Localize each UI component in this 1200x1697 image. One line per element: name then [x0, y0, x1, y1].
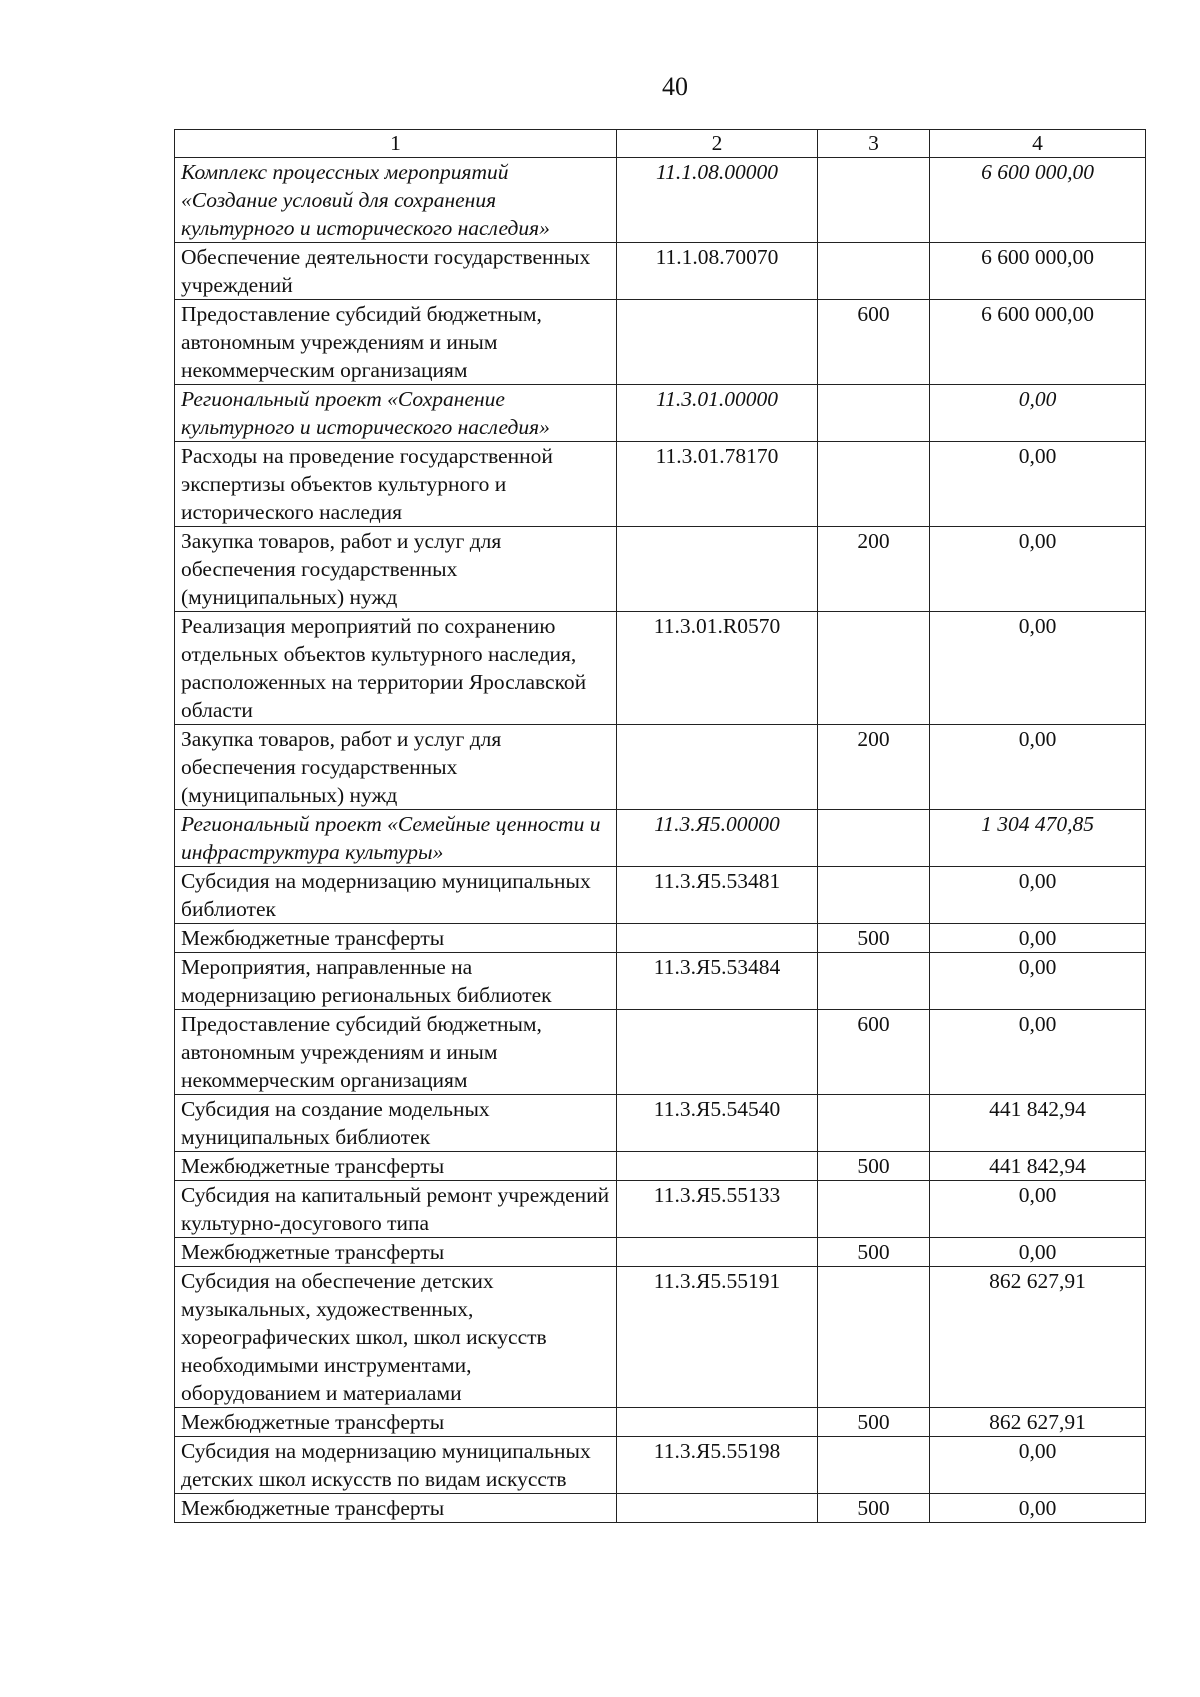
code-cell — [617, 1152, 818, 1181]
expense-type-cell: 600 — [818, 300, 930, 385]
table-row — [175, 1267, 1146, 1408]
amount-cell: 6 600 000,00 — [930, 300, 1146, 385]
code-cell: 11.3.01.78170 — [617, 442, 818, 527]
description-cell: Субсидия на модернизацию муниципальных библиотек — [175, 867, 617, 924]
expense-type-cell — [818, 810, 930, 867]
amount-cell: 0,00 — [930, 867, 1146, 924]
amount-cell: 0,00 — [930, 924, 1146, 953]
description-cell: Комплекс процессных мероприятий «Создание условий для сохранения культурного и исторического наследия» — [175, 158, 617, 243]
code-cell: 11.3.Я5.53481 — [617, 867, 818, 924]
description-cell: Субсидия на капитальный ремонт учреждений культурно-досугового типа — [175, 1181, 617, 1238]
amount-cell: 0,00 — [930, 612, 1146, 725]
amount-cell: 0,00 — [930, 442, 1146, 527]
code-cell — [617, 725, 818, 810]
description-cell: Субсидия на создание модельных муниципальных библиотек — [175, 1095, 617, 1152]
description-cell: Предоставление субсидий бюджетным, автономным учреждениям и иным некоммерческим организациям — [175, 300, 617, 385]
description-cell: Реализация мероприятий по сохранению отдельных объектов культурного наследия, расположенных на территории Ярославской области — [175, 612, 617, 725]
table-row — [175, 1437, 1146, 1494]
description-cell: Обеспечение деятельности государственных учреждений — [175, 243, 617, 300]
description-cell: Межбюджетные трансферты — [175, 1494, 617, 1523]
table-row — [175, 725, 1146, 810]
table-row — [175, 1181, 1146, 1238]
expense-type-cell: 600 — [818, 1010, 930, 1095]
table-row — [175, 867, 1146, 924]
description-cell: Предоставление субсидий бюджетным, автономным учреждениям и иным некоммерческим организациям — [175, 1010, 617, 1095]
amount-cell: 862 627,91 — [930, 1408, 1146, 1437]
code-cell — [617, 1238, 818, 1267]
table-row — [175, 243, 1146, 300]
amount-cell: 0,00 — [930, 1494, 1146, 1523]
expense-type-cell: 500 — [818, 1494, 930, 1523]
budget-table — [174, 129, 1146, 1523]
amount-cell: 0,00 — [930, 385, 1146, 442]
table-row — [175, 810, 1146, 867]
expense-type-cell — [818, 1437, 930, 1494]
code-cell: 11.3.Я5.00000 — [617, 810, 818, 867]
expense-type-cell — [818, 243, 930, 300]
table-row — [175, 442, 1146, 527]
amount-cell: 0,00 — [930, 725, 1146, 810]
code-cell: 11.3.01.00000 — [617, 385, 818, 442]
code-cell: 11.3.Я5.55198 — [617, 1437, 818, 1494]
expense-type-cell — [818, 385, 930, 442]
description-cell: Субсидия на модернизацию муниципальных детских школ искусств по видам искусств — [175, 1437, 617, 1494]
expense-type-cell — [818, 953, 930, 1010]
code-cell: 11.3.Я5.53484 — [617, 953, 818, 1010]
table-row — [175, 924, 1146, 953]
amount-cell: 0,00 — [930, 1010, 1146, 1095]
expense-type-cell: 200 — [818, 725, 930, 810]
amount-cell: 1 304 470,85 — [930, 810, 1146, 867]
code-cell — [617, 1494, 818, 1523]
table-row — [175, 158, 1146, 243]
description-cell: Межбюджетные трансферты — [175, 1408, 617, 1437]
expense-type-cell: 500 — [818, 1152, 930, 1181]
table-row — [175, 1494, 1146, 1523]
table-row — [175, 300, 1146, 385]
description-cell: Региональный проект «Сохранение культурного и исторического наследия» — [175, 385, 617, 442]
code-cell: 11.3.01.R0570 — [617, 612, 818, 725]
code-cell: 11.3.Я5.55133 — [617, 1181, 818, 1238]
table-row — [175, 612, 1146, 725]
header-cell-1: 1 — [175, 130, 617, 158]
expense-type-cell: 500 — [818, 1408, 930, 1437]
description-cell: Межбюджетные трансферты — [175, 924, 617, 953]
amount-cell: 441 842,94 — [930, 1095, 1146, 1152]
table-body — [175, 130, 1146, 1523]
expense-type-cell — [818, 1095, 930, 1152]
code-cell — [617, 300, 818, 385]
expense-type-cell — [818, 612, 930, 725]
header-cell-3: 3 — [818, 130, 930, 158]
page-number: 40 — [662, 72, 688, 101]
table-row — [175, 1408, 1146, 1437]
table-row — [175, 1152, 1146, 1181]
expense-type-cell: 500 — [818, 1238, 930, 1267]
amount-cell: 0,00 — [930, 527, 1146, 612]
amount-cell: 0,00 — [930, 1238, 1146, 1267]
code-cell — [617, 924, 818, 953]
header-cell-2: 2 — [617, 130, 818, 158]
description-cell: Мероприятия, направленные на модернизацию региональных библиотек — [175, 953, 617, 1010]
description-cell: Региональный проект «Семейные ценности и инфраструктура культуры» — [175, 810, 617, 867]
header-cell-4: 4 — [930, 130, 1146, 158]
amount-cell: 0,00 — [930, 1437, 1146, 1494]
description-cell: Межбюджетные трансферты — [175, 1238, 617, 1267]
expense-type-cell: 500 — [818, 924, 930, 953]
description-cell: Расходы на проведение государственной экспертизы объектов культурного и исторического наследия — [175, 442, 617, 527]
code-cell: 11.3.Я5.54540 — [617, 1095, 818, 1152]
amount-cell: 441 842,94 — [930, 1152, 1146, 1181]
description-cell: Закупка товаров, работ и услуг для обеспечения государственных (муниципальных) нужд — [175, 527, 617, 612]
code-cell — [617, 1010, 818, 1095]
code-cell — [617, 527, 818, 612]
amount-cell: 0,00 — [930, 953, 1146, 1010]
description-cell: Закупка товаров, работ и услуг для обеспечения государственных (муниципальных) нужд — [175, 725, 617, 810]
table-row — [175, 1010, 1146, 1095]
expense-type-cell — [818, 867, 930, 924]
expense-type-cell — [818, 442, 930, 527]
description-cell: Межбюджетные трансферты — [175, 1152, 617, 1181]
amount-cell: 6 600 000,00 — [930, 243, 1146, 300]
code-cell — [617, 1408, 818, 1437]
table-row — [175, 1238, 1146, 1267]
amount-cell: 862 627,91 — [930, 1267, 1146, 1408]
expense-type-cell — [818, 1181, 930, 1238]
expense-type-cell: 200 — [818, 527, 930, 612]
table-row — [175, 527, 1146, 612]
amount-cell: 6 600 000,00 — [930, 158, 1146, 243]
table-row — [175, 953, 1146, 1010]
table-row — [175, 385, 1146, 442]
code-cell: 11.1.08.70070 — [617, 243, 818, 300]
amount-cell: 0,00 — [930, 1181, 1146, 1238]
expense-type-cell — [818, 1267, 930, 1408]
expense-type-cell — [818, 158, 930, 243]
code-cell: 11.3.Я5.55191 — [617, 1267, 818, 1408]
code-cell: 11.1.08.00000 — [617, 158, 818, 243]
header-row — [175, 130, 1146, 158]
description-cell: Субсидия на обеспечение детских музыкальных, художественных, хореографических школ, школ искусств необходимыми инструментами, оборудованием и материалами — [175, 1267, 617, 1408]
table-row — [175, 1095, 1146, 1152]
